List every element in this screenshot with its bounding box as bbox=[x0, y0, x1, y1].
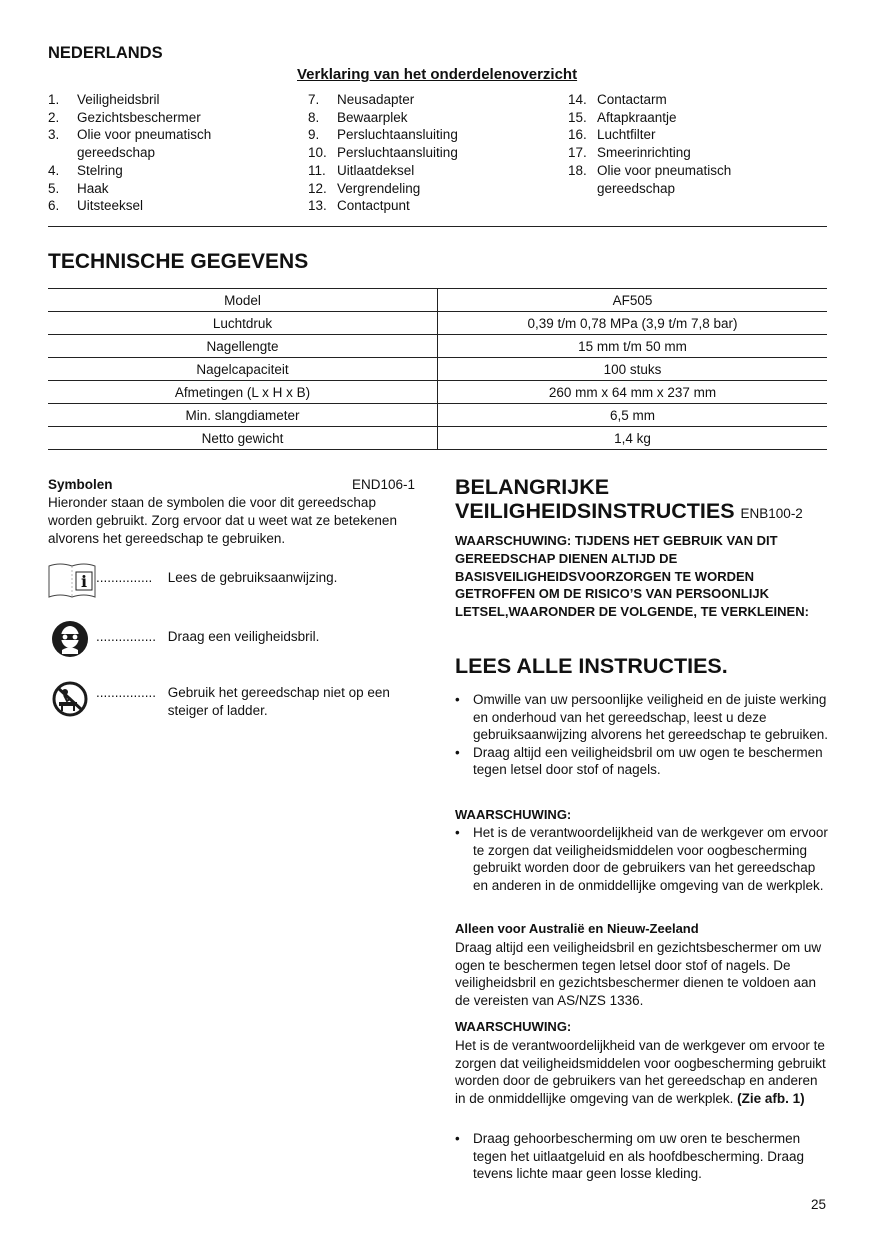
parts-list-col1 bbox=[48, 91, 211, 215]
list-item: 5. Haak bbox=[48, 180, 109, 196]
list-item: 14. Contactarm bbox=[568, 92, 667, 107]
list-item: 1. Veiligheidsbril bbox=[48, 92, 160, 107]
symbol-text: ................ Gebruik het gereedschap niet op een steiger of ladder. bbox=[96, 685, 390, 718]
table-row: Model AF505 bbox=[48, 289, 827, 312]
australia-title: Alleen voor Australië en Nieuw-Zeeland bbox=[455, 921, 699, 936]
list-item: 11. Uitlaatdeksel bbox=[308, 162, 415, 178]
table-row: Min. slangdiameter 6,5 mm bbox=[48, 404, 827, 427]
safety-code: ENB100-2 bbox=[740, 506, 803, 521]
specs-heading: TECHNISCHE GEGEVENS bbox=[48, 250, 309, 273]
symbols-code: END106-1 bbox=[352, 477, 416, 492]
svg-text:i: i bbox=[80, 572, 88, 591]
read-all-heading: LEES ALLE INSTRUCTIES. bbox=[455, 654, 728, 678]
warning-title: WAARSCHUWING: bbox=[455, 1019, 572, 1034]
safety-glasses-icon bbox=[48, 620, 96, 660]
list-item: • Omwille van uw persoonlijke veiligheid en de juiste werking en onderhoud van het gereedschap, leest u deze gebruiksaanwijzing alvorens het gereedschap te gebruiken. bbox=[455, 692, 828, 743]
language-heading: NEDERLANDS bbox=[48, 44, 163, 62]
symbol-no-scaffold bbox=[48, 680, 390, 720]
table-row: Netto gewicht 1,4 kg bbox=[48, 427, 827, 450]
list-item: 18. Olie voor pneumatisch gereedschap bbox=[568, 162, 732, 196]
read-manual-icon bbox=[48, 561, 96, 601]
warning-text: Het is de verantwoordelijkheid van de werkgever om ervoor te zorgen dat veiligheidsmiddelen voor oogbescherming gebruikt worden door de gebruikers van het gereedschap en anderen in de onmiddellijke omgeving van de werkplek. (Zie afb. 1) bbox=[455, 1038, 826, 1106]
symbols-intro: Hieronder staan de symbolen die voor dit gereedschap worden gebruikt. Zorg ervoor dat u weet wat ze betekenen alvorens het gereedschap te gebruiken. bbox=[48, 495, 397, 546]
parts-list-col3 bbox=[568, 91, 731, 197]
parts-list-title: Verklaring van het onderdelenoverzicht bbox=[297, 66, 578, 83]
symbol-text: ............... Lees de gebruiksaanwijzing. bbox=[96, 570, 338, 585]
bullet-list-3 bbox=[455, 1130, 830, 1183]
list-item: 17. Smeerinrichting bbox=[568, 145, 691, 161]
table-row: Afmetingen (L x H x B) 260 mm x 64 mm x 237 mm bbox=[48, 381, 827, 404]
list-item: 9. Persluchtaansluiting bbox=[308, 127, 458, 143]
list-item: 13. Contactpunt bbox=[308, 198, 410, 214]
safety-heading: BELANGRIJKE VEILIGHEIDSINSTRUCTIES ENB100-2 bbox=[455, 475, 803, 523]
list-item: • Draag altijd een veiligheidsbril om uw ogen te beschermen tegen letsel door stof of nagels. bbox=[455, 744, 823, 778]
list-item: 10. Persluchtaansluiting bbox=[308, 145, 458, 161]
list-item: 15. Aftapkraantje bbox=[568, 109, 677, 125]
warning-title: WAARSCHUWING: bbox=[455, 807, 572, 822]
parts-list-col2 bbox=[308, 91, 458, 215]
list-item: 4. Stelring bbox=[48, 162, 123, 178]
table-row: Luchtdruk 0,39 t/m 0,78 MPa (3,9 t/m 7,8 bar) bbox=[48, 312, 827, 335]
list-item: 7. Neusadapter bbox=[308, 92, 415, 107]
list-item: 6. Uitsteeksel bbox=[48, 198, 144, 214]
symbol-safety-glasses bbox=[48, 620, 319, 660]
australia-text: Draag altijd een veiligheidsbril en gezichtsbeschermer om uw ogen te beschermen tegen letsel door stof of nagels. De veiligheidsbril en gezichtsbeschermer dienen te voldoen aan de vereisten van AS/NZS 1336. bbox=[455, 940, 822, 1008]
list-item: • Het is de verantwoordelijkheid van de werkgever om ervoor te zorgen dat veiligheidsmiddelen voor oogbescherming gebruikt worden door de gebruikers van het gereedschap en anderen in de onmiddellijke omgeving van de werkplek. bbox=[455, 825, 828, 893]
symbol-read-manual bbox=[48, 561, 337, 601]
safety-warning: WAARSCHUWING: TIJDENS HET GEBRUIK VAN DIT GEREEDSCHAP DIENEN ALTIJD DE BASISVEILIGHEIDSVOORZORGEN TE WORDEN GETROFFEN OM DE RISICO’S VAN PERSOONLIJK LETSEL,WAARONDER DE VOLGENDE, TE VERKLEINEN: bbox=[455, 533, 809, 620]
list-item: 8. Bewaarplek bbox=[308, 109, 408, 125]
bullet-list-1 bbox=[455, 691, 830, 779]
no-scaffold-icon bbox=[48, 680, 96, 720]
bullet-list-2 bbox=[455, 824, 830, 894]
list-item: 12. Vergrendeling bbox=[308, 180, 421, 196]
symbol-text: ................ Draag een veiligheidsbril. bbox=[96, 629, 320, 644]
specs-table bbox=[48, 288, 827, 450]
list-item: 3. Olie voor pneumatisch gereedschap bbox=[48, 127, 212, 161]
divider bbox=[48, 226, 827, 227]
table-row: Nagelcapaciteit 100 stuks bbox=[48, 358, 827, 381]
list-item: 2. Gezichtsbeschermer bbox=[48, 109, 201, 125]
list-item: 16. Luchtfilter bbox=[568, 127, 656, 143]
symbols-title: Symbolen bbox=[48, 477, 113, 492]
table-row: Nagellengte 15 mm t/m 50 mm bbox=[48, 335, 827, 358]
list-item: • Draag gehoorbescherming om uw oren te beschermen tegen het uitlaatgeluid en als hoofdbescherming. Draag tevens lichte maar geen losse kleding. bbox=[455, 1131, 804, 1182]
page-number: 25 bbox=[811, 1197, 827, 1212]
